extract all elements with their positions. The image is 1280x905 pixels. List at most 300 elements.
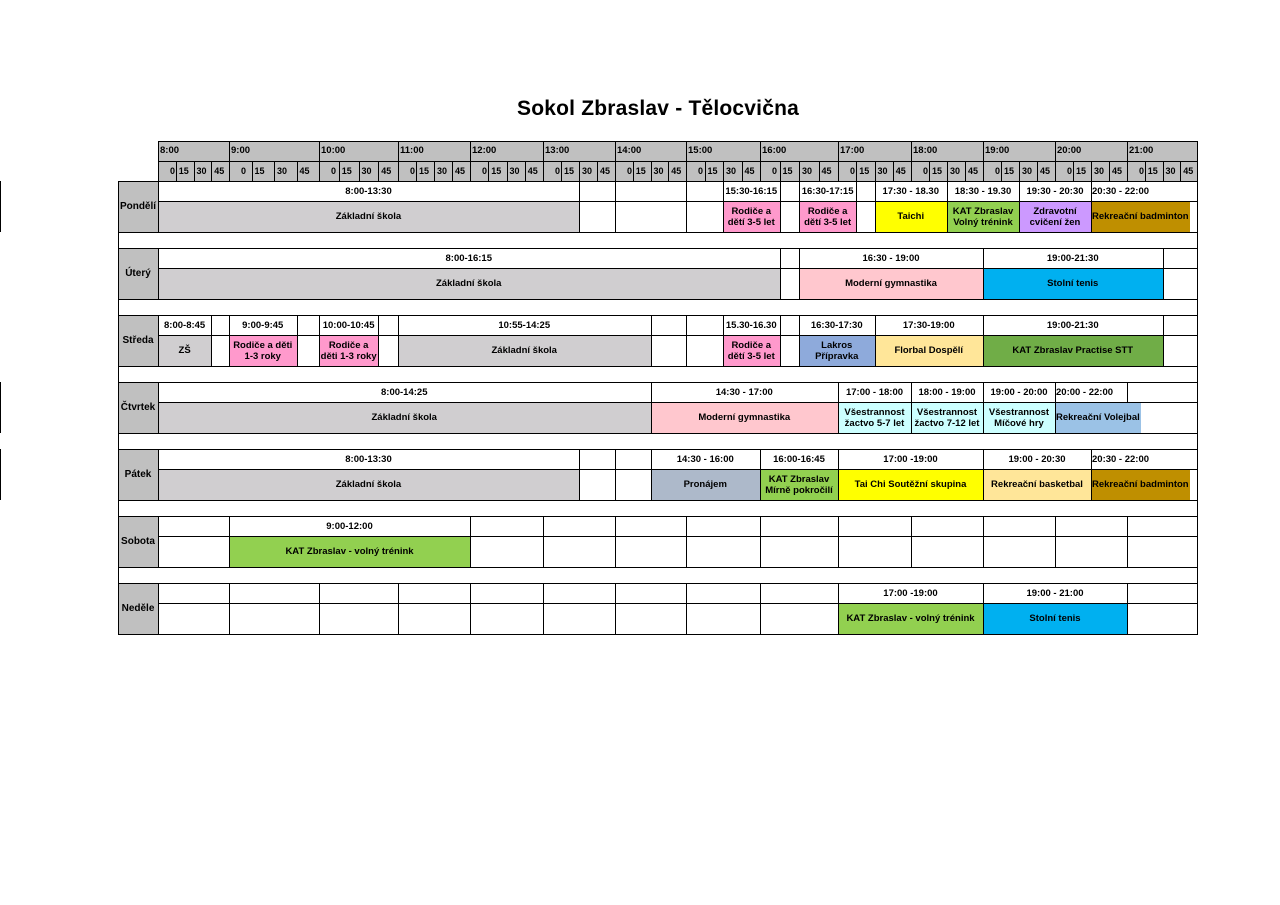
grid-line: [118, 366, 119, 382]
slot-time: 19:00 - 21:00: [983, 583, 1127, 603]
hour-label: 16:00: [762, 145, 787, 156]
grid-line: [875, 181, 876, 232]
hour-label: 19:00: [985, 145, 1010, 156]
grid-line: [176, 161, 177, 181]
grid-line: [983, 382, 984, 433]
grid-line: [1091, 449, 1092, 500]
grid-line: [947, 181, 948, 232]
activity-cell: Všestrannost Míčové hry: [983, 402, 1055, 433]
activity-cell: Moderní gymnastika: [799, 268, 983, 299]
grid-line: [0, 181, 1, 232]
grid-line: [965, 161, 966, 181]
grid-line: [1163, 161, 1164, 181]
slot-time: 8:00-8:45: [158, 315, 211, 335]
minute-label: 45: [968, 166, 979, 176]
slot-time: 19:00 - 20:00: [983, 382, 1055, 402]
grid-line: [799, 248, 800, 299]
minute-label: 15: [491, 166, 502, 176]
grid-line: [579, 161, 580, 181]
hour-label: 17:00: [840, 145, 865, 156]
minute-label: 30: [509, 166, 520, 176]
grid-line: [525, 161, 526, 181]
grid-line: [158, 402, 1198, 403]
minute-label: 15: [932, 166, 943, 176]
slot-time: 18:00 - 19:00: [911, 382, 983, 402]
grid-line: [194, 161, 195, 181]
slot-time: 19:00 - 20:30: [983, 449, 1091, 469]
grid-line: [893, 161, 894, 181]
slot-time: 19:30 - 20:30: [1019, 181, 1091, 201]
grid-line: [158, 315, 159, 366]
grid-line: [615, 516, 616, 567]
grid-line: [875, 315, 876, 366]
slot-time: 19:00-21:30: [983, 248, 1163, 268]
minute-label: 30: [277, 166, 288, 176]
hour-label: 10:00: [321, 145, 346, 156]
minute-label: 15: [1076, 166, 1087, 176]
grid-line: [118, 382, 119, 433]
grid-line: [633, 161, 634, 181]
minute-label: 30: [877, 166, 888, 176]
page-title: Sokol Zbraslav - Tělocvična: [517, 97, 799, 120]
slot-time: 14:30 - 16:00: [651, 449, 761, 469]
minute-label: 0: [850, 166, 856, 176]
grid-line: [723, 181, 724, 232]
minute-label: 15: [341, 166, 352, 176]
activity-cell: Základní škola: [398, 335, 651, 366]
grid-line: [118, 232, 1198, 233]
hour-label: 13:00: [545, 145, 570, 156]
minute-label: 45: [671, 166, 682, 176]
activity-cell: KAT Zbraslav Volný trénink: [947, 201, 1019, 232]
grid-line: [543, 516, 544, 567]
minute-label: 30: [802, 166, 813, 176]
grid-line: [158, 268, 1198, 269]
grid-line: [1197, 232, 1198, 248]
minute-label: 45: [744, 166, 755, 176]
activity-cell: Stolní tenis: [983, 268, 1163, 299]
hour-label: 12:00: [472, 145, 497, 156]
minute-label: 45: [527, 166, 538, 176]
grid-line: [158, 201, 1198, 202]
grid-line: [118, 181, 119, 232]
grid-line: [118, 181, 1198, 182]
grid-line: [158, 248, 159, 299]
grid-line: [118, 500, 1198, 501]
activity-cell: Základní škola: [158, 201, 579, 232]
grid-line: [158, 161, 1198, 162]
slot-time: 15:30-16:15: [723, 181, 780, 201]
slot-time: 16:30 - 19:00: [799, 248, 983, 268]
slot-time: 17:00 -19:00: [838, 583, 983, 603]
slot-time: 18:30 - 19.30: [947, 181, 1019, 201]
grid-line: [838, 382, 839, 433]
grid-line: [158, 583, 159, 634]
grid-line: [158, 382, 159, 433]
grid-line: [118, 299, 1198, 300]
minute-label: 45: [821, 166, 832, 176]
grid-line: [615, 449, 616, 500]
slot-time: 20:30 - 22:00: [1091, 181, 1150, 201]
grid-line: [118, 232, 119, 248]
grid-line: [615, 181, 616, 232]
activity-cell: ZŠ: [158, 335, 211, 366]
slot-time: 8:00-13:30: [158, 449, 579, 469]
grid-line: [1197, 248, 1198, 299]
grid-line: [118, 567, 1198, 568]
grid-line: [118, 449, 1198, 450]
grid-line: [211, 315, 212, 366]
day-label-5: Sobota: [118, 516, 158, 567]
grid-line: [1127, 583, 1128, 634]
grid-line: [1197, 181, 1198, 232]
grid-line: [118, 500, 119, 516]
grid-line: [760, 516, 761, 567]
activity-cell: Rekreační basketbal: [983, 469, 1091, 500]
grid-line: [799, 315, 800, 366]
slot-time: 14:30 - 17:00: [651, 382, 839, 402]
hour-label: 9:00: [231, 145, 251, 156]
grid-line: [597, 161, 598, 181]
grid-line: [947, 161, 948, 181]
grid-line: [297, 315, 298, 366]
grid-line: [799, 181, 800, 232]
minute-label: 30: [437, 166, 448, 176]
grid-line: [416, 161, 417, 181]
grid-line: [0, 449, 1, 500]
slot-time: 15.30-16.30: [723, 315, 780, 335]
grid-line: [911, 516, 912, 567]
hour-label: 18:00: [913, 145, 938, 156]
activity-cell: Taichi: [875, 201, 948, 232]
grid-line: [983, 449, 984, 500]
grid-line: [118, 433, 119, 449]
grid-line: [158, 141, 1198, 142]
grid-line: [1001, 161, 1002, 181]
grid-line: [780, 248, 781, 299]
grid-line: [543, 583, 544, 634]
grid-line: [780, 315, 781, 366]
minute-label: 45: [381, 166, 392, 176]
grid-line: [118, 433, 1198, 434]
grid-line: [838, 449, 839, 500]
grid-line: [158, 335, 1198, 336]
activity-cell: KAT Zbraslav Practise STT: [983, 335, 1163, 366]
day-label-2: Středa: [118, 315, 158, 366]
grid-line: [297, 161, 298, 181]
activity-cell: Pronájem: [651, 469, 761, 500]
grid-line: [799, 161, 800, 181]
activity-cell: KAT Zbraslav - volný trénink: [838, 603, 983, 634]
grid-line: [359, 161, 360, 181]
grid-line: [118, 315, 1198, 316]
grid-line: [319, 583, 320, 634]
minute-label: 30: [1094, 166, 1105, 176]
grid-line: [118, 382, 1198, 383]
activity-cell: Florbal Dospělí: [875, 335, 984, 366]
activity-cell: Stolní tenis: [983, 603, 1127, 634]
grid-line: [838, 583, 839, 634]
minute-label: 0: [923, 166, 929, 176]
minute-label: 0: [331, 166, 337, 176]
grid-line: [1019, 161, 1020, 181]
grid-line: [651, 161, 652, 181]
day-label-1: Úterý: [118, 248, 158, 299]
slot-time: 17:30 - 18.30: [875, 181, 948, 201]
grid-line: [1197, 567, 1198, 583]
minute-label: 0: [482, 166, 488, 176]
minute-label: 0: [698, 166, 704, 176]
grid-line: [651, 382, 652, 433]
grid-line: [615, 583, 616, 634]
grid-line: [211, 161, 212, 181]
slot-time: 17:00 - 18:00: [838, 382, 911, 402]
grid-line: [1180, 161, 1181, 181]
grid-line: [118, 299, 119, 315]
minute-label: 15: [1147, 166, 1158, 176]
activity-cell: Rodiče a dětí 3-5 let: [723, 335, 780, 366]
grid-line: [339, 161, 340, 181]
minute-label: 30: [196, 166, 207, 176]
minute-label: 30: [1022, 166, 1033, 176]
minute-label: 30: [1165, 166, 1176, 176]
activity-cell: Rekreační badminton: [1091, 469, 1190, 500]
grid-line: [378, 161, 379, 181]
grid-line: [1037, 161, 1038, 181]
hour-label: 11:00: [400, 145, 424, 156]
grid-line: [118, 516, 119, 567]
grid-line: [229, 583, 230, 634]
grid-line: [158, 516, 159, 567]
activity-cell: Základní škola: [158, 268, 780, 299]
grid-line: [686, 315, 687, 366]
activity-cell: Rodiče a dětí 3-5 let: [723, 201, 780, 232]
grid-line: [274, 161, 275, 181]
grid-line: [1109, 161, 1110, 181]
slot-time: 8:00-14:25: [158, 382, 651, 402]
grid-line: [118, 449, 119, 500]
slot-time: 8:00-13:30: [158, 181, 579, 201]
grid-line: [1197, 141, 1198, 181]
hour-label: 20:00: [1057, 145, 1082, 156]
activity-cell: Rekreační Volejbal: [1055, 402, 1141, 433]
minute-label: 45: [1040, 166, 1051, 176]
grid-line: [1197, 299, 1198, 315]
day-label-3: Čtvrtek: [118, 382, 158, 433]
grid-line: [875, 161, 876, 181]
grid-line: [378, 315, 379, 366]
activity-cell: Základní škola: [158, 402, 651, 433]
grid-line: [561, 161, 562, 181]
activity-cell: Rodiče a dětí 3-5 let: [799, 201, 856, 232]
day-label-0: Pondělí: [118, 181, 158, 232]
day-label-6: Neděle: [118, 583, 158, 634]
activity-cell: Moderní gymnastika: [651, 402, 839, 433]
grid-line: [1197, 382, 1198, 433]
slot-time: 17:00 -19:00: [838, 449, 983, 469]
slot-time: 10:55-14:25: [398, 315, 651, 335]
slot-time: 17:30-19:00: [875, 315, 984, 335]
grid-line: [118, 248, 1198, 249]
minute-label: 0: [555, 166, 561, 176]
minute-label: 45: [299, 166, 310, 176]
grid-line: [158, 449, 159, 500]
minute-label: 0: [995, 166, 1001, 176]
minute-label: 15: [564, 166, 575, 176]
grid-line: [434, 161, 435, 181]
grid-line: [252, 161, 253, 181]
slot-time: 16:30-17:30: [799, 315, 875, 335]
slot-time: 20:00 - 22:00: [1055, 382, 1114, 402]
grid-line: [1197, 449, 1198, 500]
minute-label: 45: [455, 166, 466, 176]
grid-line: [983, 516, 984, 567]
activity-cell: Všestrannost žactvo 5-7 let: [838, 402, 911, 433]
slot-time: 16:30-17:15: [799, 181, 856, 201]
grid-line: [1197, 516, 1198, 567]
grid-line: [1197, 315, 1198, 366]
minute-label: 15: [635, 166, 646, 176]
grid-line: [118, 634, 1198, 635]
minute-label: 0: [1067, 166, 1073, 176]
grid-line: [1127, 516, 1128, 567]
minute-label: 30: [726, 166, 737, 176]
grid-line: [470, 516, 471, 567]
grid-line: [742, 161, 743, 181]
hour-label: 15:00: [688, 145, 713, 156]
minute-label: 0: [772, 166, 778, 176]
hour-label: 21:00: [1129, 145, 1154, 156]
grid-line: [1197, 433, 1198, 449]
slot-time: 10:00-10:45: [319, 315, 378, 335]
activity-cell: Lakros Přípravka: [799, 335, 875, 366]
grid-line: [1055, 516, 1056, 567]
grid-line: [579, 449, 580, 500]
minute-label: 15: [419, 166, 430, 176]
grid-line: [229, 516, 230, 567]
slot-time: 16:00-16:45: [760, 449, 838, 469]
grid-line: [1163, 248, 1164, 299]
grid-line: [911, 382, 912, 433]
grid-line: [929, 161, 930, 181]
grid-line: [1091, 181, 1092, 232]
minute-label: 0: [410, 166, 416, 176]
grid-line: [398, 315, 399, 366]
activity-cell: Rodiče a děti 1-3 roky: [229, 335, 297, 366]
grid-line: [470, 583, 471, 634]
grid-line: [579, 181, 580, 232]
grid-line: [158, 536, 1198, 537]
grid-line: [705, 161, 706, 181]
activity-cell: Zdravotní cvičení žen: [1019, 201, 1091, 232]
grid-line: [118, 567, 119, 583]
grid-line: [723, 161, 724, 181]
grid-line: [819, 161, 820, 181]
minute-label: 0: [1139, 166, 1145, 176]
minute-label: 15: [707, 166, 718, 176]
grid-line: [1197, 366, 1198, 382]
grid-line: [118, 248, 119, 299]
grid-line: [158, 181, 159, 232]
grid-line: [668, 161, 669, 181]
grid-line: [319, 315, 320, 366]
minute-label: 45: [895, 166, 906, 176]
day-label-4: Pátek: [118, 449, 158, 500]
hour-label: 14:00: [617, 145, 642, 156]
grid-line: [118, 315, 119, 366]
grid-line: [651, 315, 652, 366]
grid-line: [507, 161, 508, 181]
grid-line: [856, 161, 857, 181]
grid-line: [1145, 161, 1146, 181]
grid-line: [488, 161, 489, 181]
grid-line: [118, 583, 1198, 584]
grid-line: [452, 161, 453, 181]
activity-cell: KAT Zbraslav - volný trénink: [229, 536, 470, 567]
grid-line: [686, 516, 687, 567]
grid-line: [760, 449, 761, 500]
grid-line: [0, 382, 1, 433]
grid-line: [760, 583, 761, 634]
grid-line: [1019, 181, 1020, 232]
slot-time: 9:00-9:45: [229, 315, 297, 335]
grid-line: [686, 181, 687, 232]
minute-label: 15: [178, 166, 189, 176]
activity-cell: Všestrannost žactvo 7-12 let: [911, 402, 983, 433]
minute-label: 45: [214, 166, 225, 176]
grid-line: [1073, 161, 1074, 181]
minute-label: 30: [582, 166, 593, 176]
minute-label: 45: [1183, 166, 1194, 176]
grid-line: [983, 315, 984, 366]
slot-time: 9:00-12:00: [229, 516, 470, 536]
grid-line: [118, 366, 1198, 367]
minute-label: 15: [254, 166, 265, 176]
grid-line: [686, 583, 687, 634]
grid-line: [1197, 500, 1198, 516]
minute-label: 15: [782, 166, 793, 176]
grid-line: [118, 516, 1198, 517]
minute-label: 0: [241, 166, 247, 176]
minute-label: 30: [950, 166, 961, 176]
grid-line: [983, 248, 984, 299]
grid-line: [723, 315, 724, 366]
activity-cell: Základní škola: [158, 469, 579, 500]
activity-cell: KAT Zbraslav Mírně pokročilí: [760, 469, 838, 500]
grid-line: [118, 583, 119, 634]
activity-cell: Rodiče a děti 1-3 roky: [319, 335, 378, 366]
slot-time: 8:00-16:15: [158, 248, 780, 268]
grid-line: [1163, 315, 1164, 366]
minute-label: 30: [361, 166, 372, 176]
grid-line: [1055, 382, 1056, 433]
minute-label: 15: [1004, 166, 1015, 176]
hour-label: 8:00: [160, 145, 180, 156]
grid-line: [398, 583, 399, 634]
grid-line: [856, 181, 857, 232]
grid-line: [229, 315, 230, 366]
grid-line: [838, 516, 839, 567]
activity-cell: Rekreační badminton: [1091, 201, 1190, 232]
grid-line: [780, 181, 781, 232]
grid-line: [1091, 161, 1092, 181]
activity-cell: Tai Chi Soutěžní skupina: [838, 469, 983, 500]
minute-label: 30: [653, 166, 664, 176]
minute-label: 0: [627, 166, 633, 176]
grid-line: [158, 603, 1198, 604]
minute-label: 0: [170, 166, 176, 176]
slot-time: 19:00-21:30: [983, 315, 1163, 335]
